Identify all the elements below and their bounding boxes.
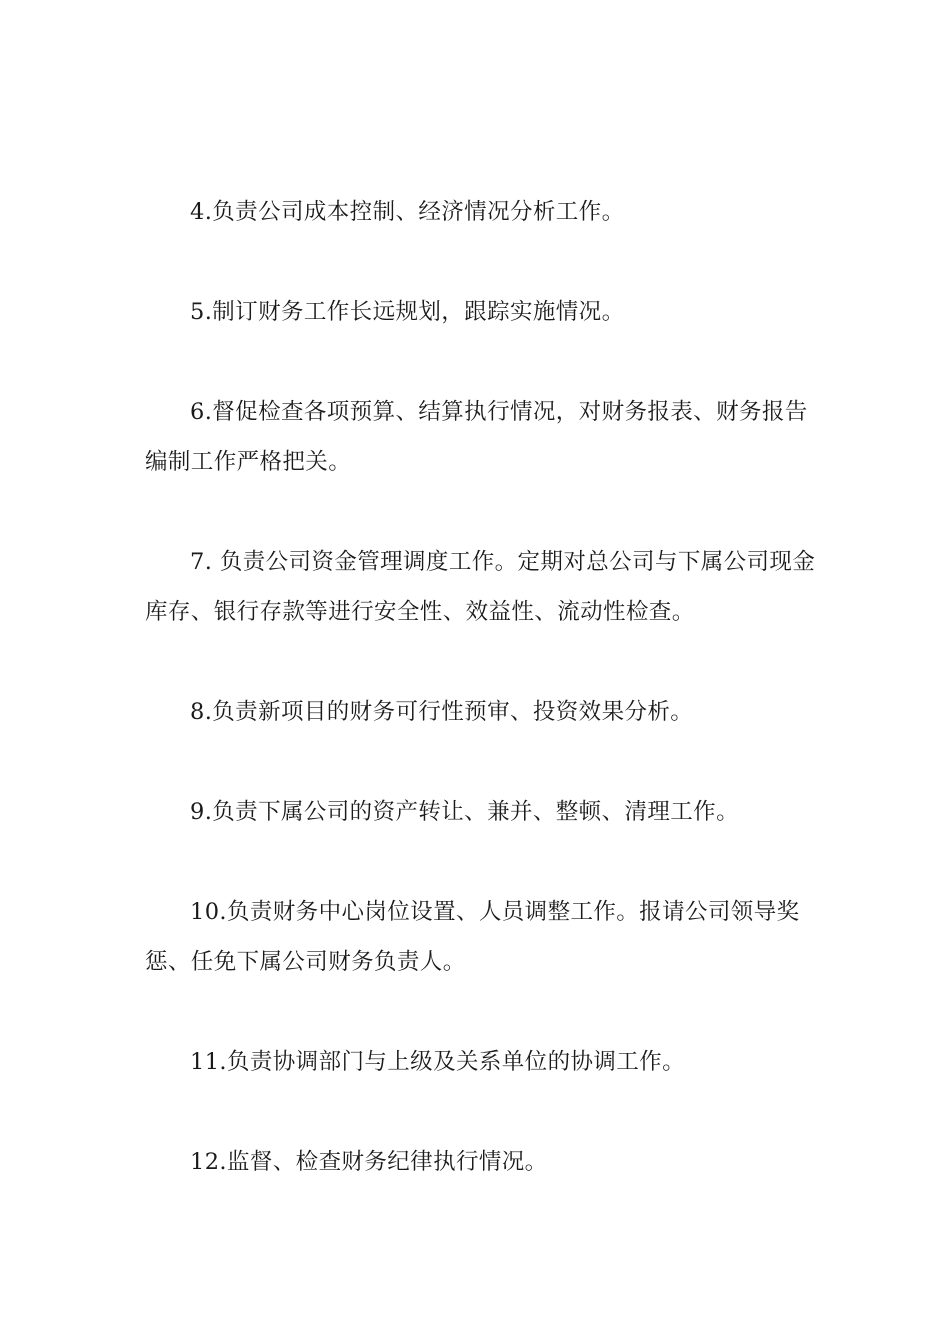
duty-item-9: 9.负责下属公司的资产转让、兼并、整顿、清理工作。 [190, 799, 739, 825]
duty-item-10: 10.负责财务中心岗位设置、人员调整工作。报请公司领导奖惩、任免下属公司财务负责人。 [145, 899, 800, 975]
duty-item-5: 5.制订财务工作长远规划，跟踪实施情况。 [190, 299, 625, 325]
document-body [145, 187, 830, 1187]
duty-item-11: 11.负责协调部门与上级及关系单位的协调工作。 [190, 1049, 685, 1075]
duty-item-7: 7. 负责公司资金管理调度工作。定期对总公司与下属公司现金库存、银行存款等进行安全性、效益性、流动性检查。 [145, 549, 816, 625]
duty-item-4: 4.负责公司成本控制、经济情况分析工作。 [190, 199, 625, 225]
duty-item-12: 12.监督、检查财务纪律执行情况。 [190, 1149, 548, 1175]
duty-item-8: 8.负责新项目的财务可行性预审、投资效果分析。 [190, 699, 694, 725]
duty-item-6: 6.督促检查各项预算、结算执行情况，对财务报表、财务报告编制工作严格把关。 [145, 399, 808, 475]
